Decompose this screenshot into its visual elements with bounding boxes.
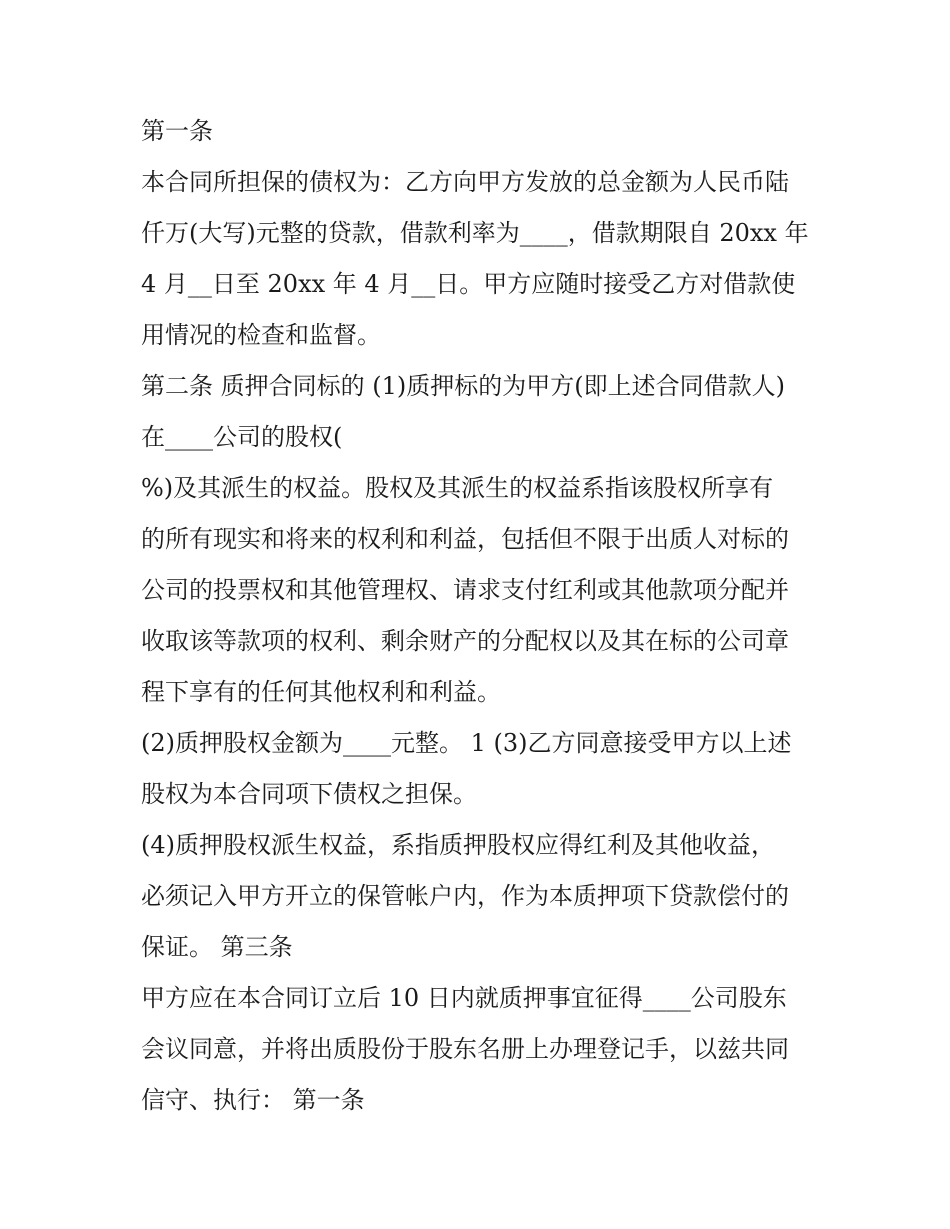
text-line-6: 第二条 质押合同标的 (1)质押标的为甲方(即上述合同借款人) <box>141 372 785 400</box>
text-line-19: 会议同意，并将出质股份于股东名册上办理登记手，以兹共同 <box>141 1035 789 1063</box>
text-line-17: 保证。 第三条 <box>141 933 293 961</box>
text-line-7: 在____公司的股权( <box>141 423 343 451</box>
text-line-1: 第一条 <box>141 117 213 145</box>
text-line-12: 程下享有的任何其他权利和利益。 <box>141 678 501 706</box>
text-line-5: 用情况的检查和监督。 <box>141 321 381 349</box>
text-line-11: 收取该等款项的权利、剩余财产的分配权以及其在标的公司章 <box>141 627 789 655</box>
text-line-14: 股权为本合同项下债权之担保。 <box>141 780 477 808</box>
text-line-4: 4 月__日至 20xx 年 4 月__日。甲方应随时接受乙方对借款使 <box>141 270 796 298</box>
text-line-15: (4)质押股权派生权益，系指质押股权应得红利及其他收益， <box>141 831 775 859</box>
text-line-9: 的所有现实和将来的权利和利益，包括但不限于出质人对标的 <box>141 525 789 553</box>
text-line-18: 甲方应在本合同订立后 10 日内就质押事宜征得____公司股东 <box>141 984 787 1012</box>
text-line-10: 公司的投票权和其他管理权、请求支付红利或其他款项分配并 <box>141 576 789 604</box>
document-body <box>141 106 821 1126</box>
text-line-2: 本合同所担保的债权为：乙方向甲方发放的总金额为人民币陆 <box>141 168 789 196</box>
text-line-16: 必须记入甲方开立的保管帐户内，作为本质押项下贷款偿付的 <box>141 882 789 910</box>
text-line-8: %)及其派生的权益。股权及其派生的权益系指该股权所享有 <box>141 474 774 502</box>
text-line-13: (2)质押股权金额为____元整。 1 (3)乙方同意接受甲方以上述 <box>141 729 792 757</box>
text-line-3: 仟万(大写)元整的贷款，借款利率为____，借款期限自 20xx 年 <box>141 219 809 247</box>
text-line-20: 信守、执行： 第一条 <box>141 1086 365 1114</box>
